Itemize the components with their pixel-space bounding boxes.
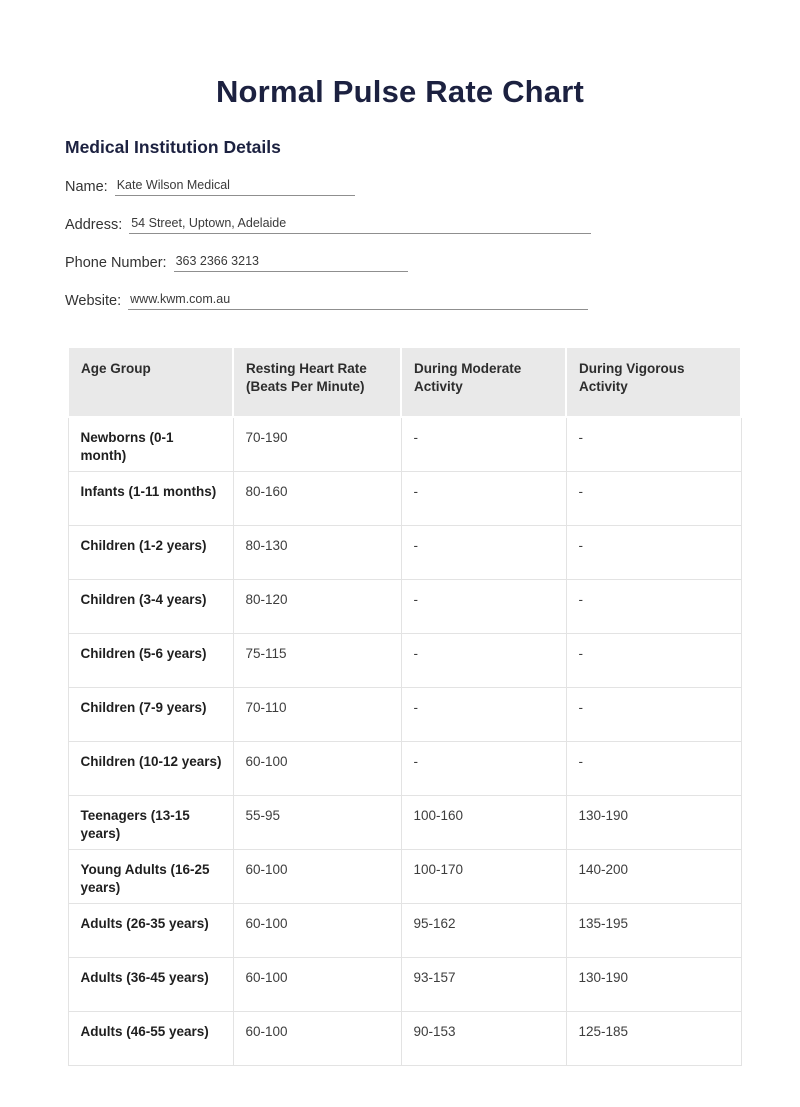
table-cell-age-group: Adults (26-35 years) (68, 903, 233, 957)
column-header-vigorous-activity: During Vigorous Activity (566, 347, 741, 417)
table-cell-moderate: - (401, 417, 566, 471)
table-cell-vigorous: 125-185 (566, 1011, 741, 1065)
table-cell-vigorous: - (566, 633, 741, 687)
phone-number-field-row (65, 250, 800, 272)
section-heading: Medical Institution Details (65, 137, 281, 157)
table-row (68, 579, 741, 633)
table-cell-resting-rate: 60-100 (233, 741, 401, 795)
table-cell-moderate: 90-153 (401, 1011, 566, 1065)
pulse-rate-table (67, 346, 742, 1066)
table-row (68, 795, 741, 849)
table-row (68, 957, 741, 1011)
website-field-value[interactable]: www.kwm.com.au (128, 292, 588, 310)
table-cell-vigorous: - (566, 741, 741, 795)
table-body (68, 417, 741, 1065)
table-cell-vigorous: - (566, 525, 741, 579)
column-header-resting-heart-rate: Resting Heart Rate (Beats Per Minute) (233, 347, 401, 417)
table-cell-resting-rate: 60-100 (233, 849, 401, 903)
table-cell-age-group: Adults (46-55 years) (68, 1011, 233, 1065)
table-cell-resting-rate: 60-100 (233, 957, 401, 1011)
table-row (68, 903, 741, 957)
table-cell-moderate: - (401, 741, 566, 795)
table-cell-vigorous: - (566, 471, 741, 525)
table-cell-moderate: 95-162 (401, 903, 566, 957)
table-cell-resting-rate: 70-110 (233, 687, 401, 741)
table-row (68, 849, 741, 903)
website-field-row (65, 288, 800, 310)
table-cell-age-group: Children (1-2 years) (68, 525, 233, 579)
phone-number-field-value[interactable]: 363 2366 3213 (174, 254, 408, 272)
table-row (68, 633, 741, 687)
phone-number-field-label: Phone Number: (65, 255, 167, 271)
table-cell-vigorous: - (566, 687, 741, 741)
table-cell-moderate: - (401, 579, 566, 633)
table-row (68, 687, 741, 741)
table-cell-moderate: - (401, 525, 566, 579)
table-cell-vigorous: 140-200 (566, 849, 741, 903)
table-cell-resting-rate: 80-130 (233, 525, 401, 579)
address-field-label: Address: (65, 217, 123, 233)
table-cell-moderate: 100-170 (401, 849, 566, 903)
table-cell-resting-rate: 80-160 (233, 471, 401, 525)
table-cell-age-group: Children (7-9 years) (68, 687, 233, 741)
table-cell-moderate: - (401, 687, 566, 741)
table-cell-resting-rate: 80-120 (233, 579, 401, 633)
table-cell-resting-rate: 55-95 (233, 795, 401, 849)
column-header-age-group: Age Group (68, 347, 233, 417)
name-field-value[interactable]: Kate Wilson Medical (115, 178, 355, 196)
table-cell-resting-rate: 75-115 (233, 633, 401, 687)
table-cell-moderate: - (401, 471, 566, 525)
page-title: Normal Pulse Rate Chart (215, 74, 585, 109)
table-cell-moderate: 93-157 (401, 957, 566, 1011)
table-row (68, 417, 741, 471)
table-cell-age-group: Young Adults (16-25 years) (68, 849, 233, 903)
table-cell-age-group: Children (10-12 years) (68, 741, 233, 795)
table-cell-age-group: Teenagers (13-15 years) (68, 795, 233, 849)
table-cell-moderate: - (401, 633, 566, 687)
table-cell-resting-rate: 60-100 (233, 1011, 401, 1065)
table-cell-age-group: Newborns (0-1 month) (68, 417, 233, 471)
table-row (68, 1011, 741, 1065)
table-cell-vigorous: 135-195 (566, 903, 741, 957)
table-row (68, 741, 741, 795)
table-row (68, 525, 741, 579)
name-field-label: Name: (65, 179, 108, 195)
website-field-label: Website: (65, 293, 122, 309)
table-cell-resting-rate: 70-190 (233, 417, 401, 471)
address-field-row (65, 212, 800, 234)
table-cell-vigorous: 130-190 (566, 795, 741, 849)
table-row (68, 471, 741, 525)
table-cell-age-group: Adults (36-45 years) (68, 957, 233, 1011)
table-cell-moderate: 100-160 (401, 795, 566, 849)
table-cell-age-group: Children (5-6 years) (68, 633, 233, 687)
table-cell-age-group: Children (3-4 years) (68, 579, 233, 633)
header-row (68, 347, 741, 417)
table-cell-vigorous: 130-190 (566, 957, 741, 1011)
table-cell-age-group: Infants (1-11 months) (68, 471, 233, 525)
table-cell-vigorous: - (566, 579, 741, 633)
name-field-row (65, 174, 800, 196)
table-cell-resting-rate: 60-100 (233, 903, 401, 957)
institution-details-form (65, 174, 800, 310)
table-cell-vigorous: - (566, 417, 741, 471)
table-header (68, 347, 741, 417)
address-field-value[interactable]: 54 Street, Uptown, Adelaide (129, 216, 591, 234)
column-header-moderate-activity: During Moderate Activity (401, 347, 566, 417)
